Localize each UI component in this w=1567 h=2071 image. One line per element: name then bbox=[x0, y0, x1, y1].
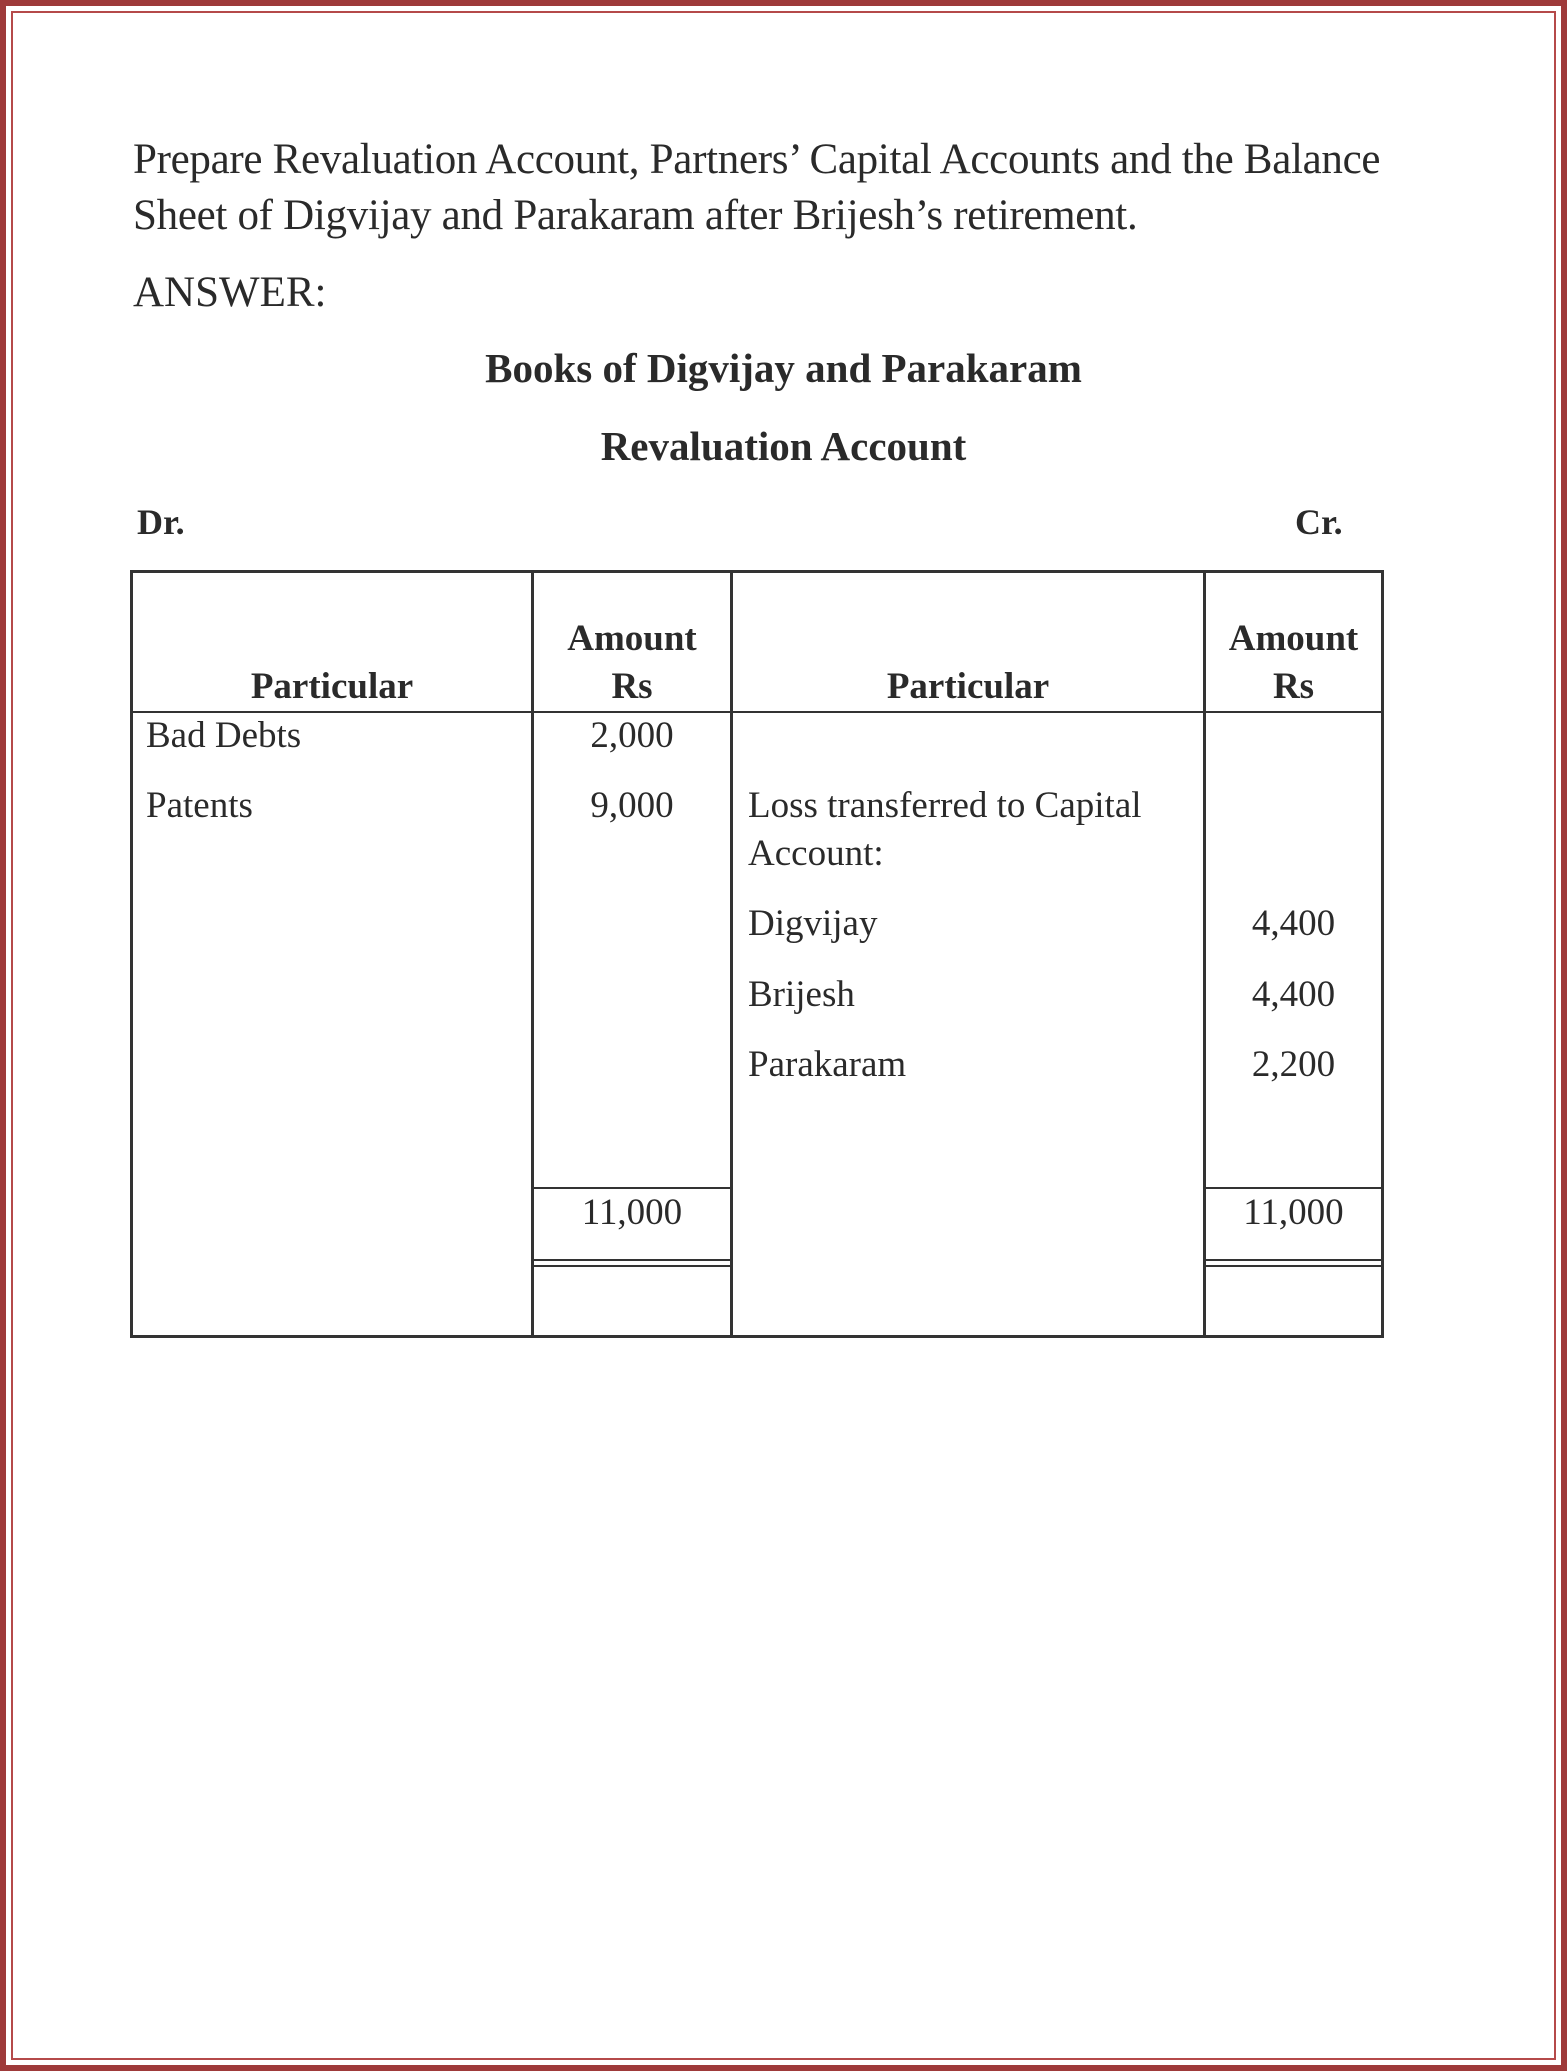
credit-heading-line-1: Loss transferred to Capital bbox=[748, 785, 1142, 826]
debit-total-double-rule-2 bbox=[534, 1265, 730, 1267]
credit-amount-digvijay: 4,400 bbox=[1251, 903, 1336, 944]
debit-total-double-rule-1 bbox=[534, 1259, 730, 1261]
question-line-2: Sheet of Digvijay and Parakaram after Brijesh’s retirement. bbox=[133, 192, 1138, 239]
header-amount-debit-line1: Amount bbox=[567, 618, 697, 659]
header-particular-debit: Particular bbox=[250, 666, 414, 707]
revaluation-account-table bbox=[130, 570, 1384, 1338]
debit-particular-bad-debts: Bad Debts bbox=[146, 715, 302, 756]
credit-total: 11,000 bbox=[1243, 1192, 1344, 1233]
credit-total-top-rule bbox=[1206, 1187, 1381, 1189]
answer-label: ANSWER: bbox=[133, 269, 327, 316]
credit-amount-parakaram: 2,200 bbox=[1251, 1044, 1336, 1085]
credit-side-label: Cr. bbox=[1295, 502, 1343, 542]
header-amount-credit-line1: Amount bbox=[1228, 618, 1359, 659]
books-title: Books of Digvijay and Parakaram bbox=[485, 345, 1082, 391]
debit-amount-bad-debts: 2,000 bbox=[590, 715, 674, 756]
credit-total-double-rule-1 bbox=[1206, 1259, 1381, 1261]
header-amount-debit-line2: Rs bbox=[611, 666, 653, 707]
debit-total-top-rule bbox=[534, 1187, 730, 1189]
credit-total-double-rule-2 bbox=[1206, 1265, 1381, 1267]
debit-particular-patents: Patents bbox=[146, 785, 253, 826]
account-title: Revaluation Account bbox=[600, 423, 967, 469]
debit-amount-patents: 9,000 bbox=[590, 785, 674, 826]
header-divider bbox=[133, 711, 1381, 713]
debit-total: 11,000 bbox=[581, 1192, 683, 1233]
credit-particular-brijesh: Brijesh bbox=[748, 974, 855, 1015]
question-line-1: Prepare Revaluation Account, Partners’ Capital Accounts and the Balance bbox=[133, 136, 1381, 183]
credit-heading-line-2: Account: bbox=[748, 833, 884, 874]
credit-particular-parakaram: Parakaram bbox=[748, 1044, 907, 1085]
credit-amount-brijesh: 4,400 bbox=[1251, 974, 1336, 1015]
question-text bbox=[133, 132, 1463, 244]
debit-side-label: Dr. bbox=[137, 502, 185, 542]
header-particular-credit: Particular bbox=[886, 666, 1050, 707]
credit-particular-digvijay: Digvijay bbox=[748, 903, 878, 944]
header-amount-credit-line2: Rs bbox=[1272, 666, 1315, 707]
